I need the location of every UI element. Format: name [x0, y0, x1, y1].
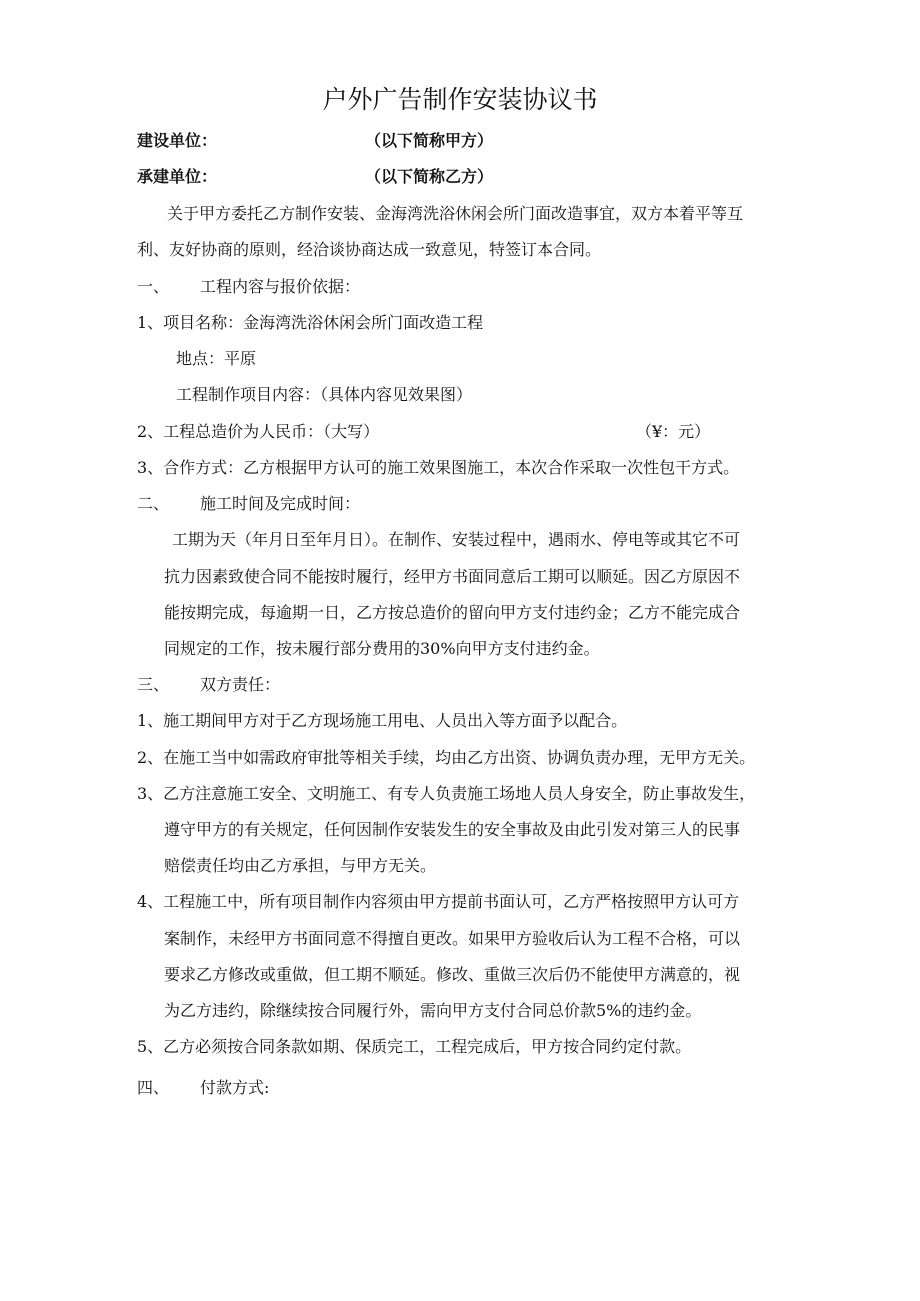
project-content: 工程制作项目内容：（具体内容见效果图） — [176, 385, 473, 404]
total-price-amount: （¥：元） — [636, 422, 711, 441]
section-3-number: 三、 — [137, 675, 170, 694]
party-b-note: （以下简称乙方） — [365, 167, 494, 186]
responsibility-item: 5、乙方必须按合同条款如期、保质完工，工程完成后，甲方按合同约定付款。 — [137, 1037, 692, 1056]
section-1-number: 一、 — [137, 277, 170, 296]
project-name: 1、项目名称：金海湾洗浴休闲会所门面改造工程 — [137, 313, 484, 332]
responsibility-item: 1、施工期间甲方对于乙方现场施工用电、人员出入等方面予以配合。 — [137, 711, 628, 730]
section-1-heading: 工程内容与报价依据： — [200, 277, 361, 296]
schedule-line: 同规定的工作，按未履行部分费用的30%向甲方支付违约金。 — [164, 639, 600, 658]
party-a-note: （以下简称甲方） — [365, 131, 494, 150]
document-title: 户外广告制作安装协议书 — [322, 85, 598, 114]
intro-line: 关于甲方委托乙方制作安装、金海湾洗浴休闲会所门面改造事宜，双方本着平等互 — [167, 204, 744, 223]
schedule-line: 能按期完成，每逾期一日，乙方按总造价的留向甲方支付违约金；乙方不能完成合 — [164, 603, 741, 622]
section-3-heading: 双方责任： — [200, 675, 281, 694]
responsibility-line: 赔偿责任均由乙方承担，与甲方无关。 — [164, 856, 437, 875]
project-location: 地点：平原 — [176, 349, 257, 368]
section-2-heading: 施工时间及完成时间： — [200, 494, 361, 513]
intro-line: 利、友好协商的原则，经洽谈协商达成一致意见，特签订本合同。 — [137, 240, 602, 259]
party-a-label: 建设单位： — [137, 131, 218, 150]
responsibility-item: 2、在施工当中如需政府审批等相关手续，均由乙方出资、协调负责办理，无甲方无关。 — [137, 748, 756, 767]
responsibility-line: 案制作，未经甲方书面同意不得擅自更改。如果甲方验收后认为工程不合格，可以 — [164, 929, 741, 948]
responsibility-item: 4、工程施工中，所有项目制作内容须由甲方提前书面认可，乙方严格按照甲方认可方 — [137, 892, 740, 911]
responsibility-line: 要求乙方修改或重做，但工期不顺延。修改、重做三次后仍不能使甲方满意的，视 — [164, 965, 741, 984]
section-2-number: 二、 — [137, 494, 170, 513]
section-4-number: 四、 — [137, 1078, 170, 1097]
section-4-heading: 付款方式: — [200, 1078, 270, 1097]
responsibility-line: 遵守甲方的有关规定，任何因制作安装发生的安全事故及由此引发对第三人的民事 — [164, 820, 741, 839]
schedule-line: 工期为天（年月日至年月日）。在制作、安装过程中，遇雨水、停电等或其它不可 — [172, 530, 741, 549]
cooperation-method: 3、合作方式：乙方根据甲方认可的施工效果图施工，本次合作采取一次性包干方式。 — [137, 458, 740, 477]
schedule-line: 抗力因素致使合同不能按时履行，经甲方书面同意后工期可以顺延。因乙方原因不 — [164, 567, 741, 586]
responsibility-item: 3、乙方注意施工安全、文明施工、有专人负责施工场地人员人身安全，防止事故发生， — [137, 784, 756, 803]
responsibility-line: 为乙方违约，除继续按合同履行外，需向甲方支付合同总价款5%的违约金。 — [164, 1001, 702, 1020]
total-price: 2、工程总造价为人民币：（大写） — [137, 422, 380, 441]
party-b-label: 承建单位： — [137, 167, 218, 186]
